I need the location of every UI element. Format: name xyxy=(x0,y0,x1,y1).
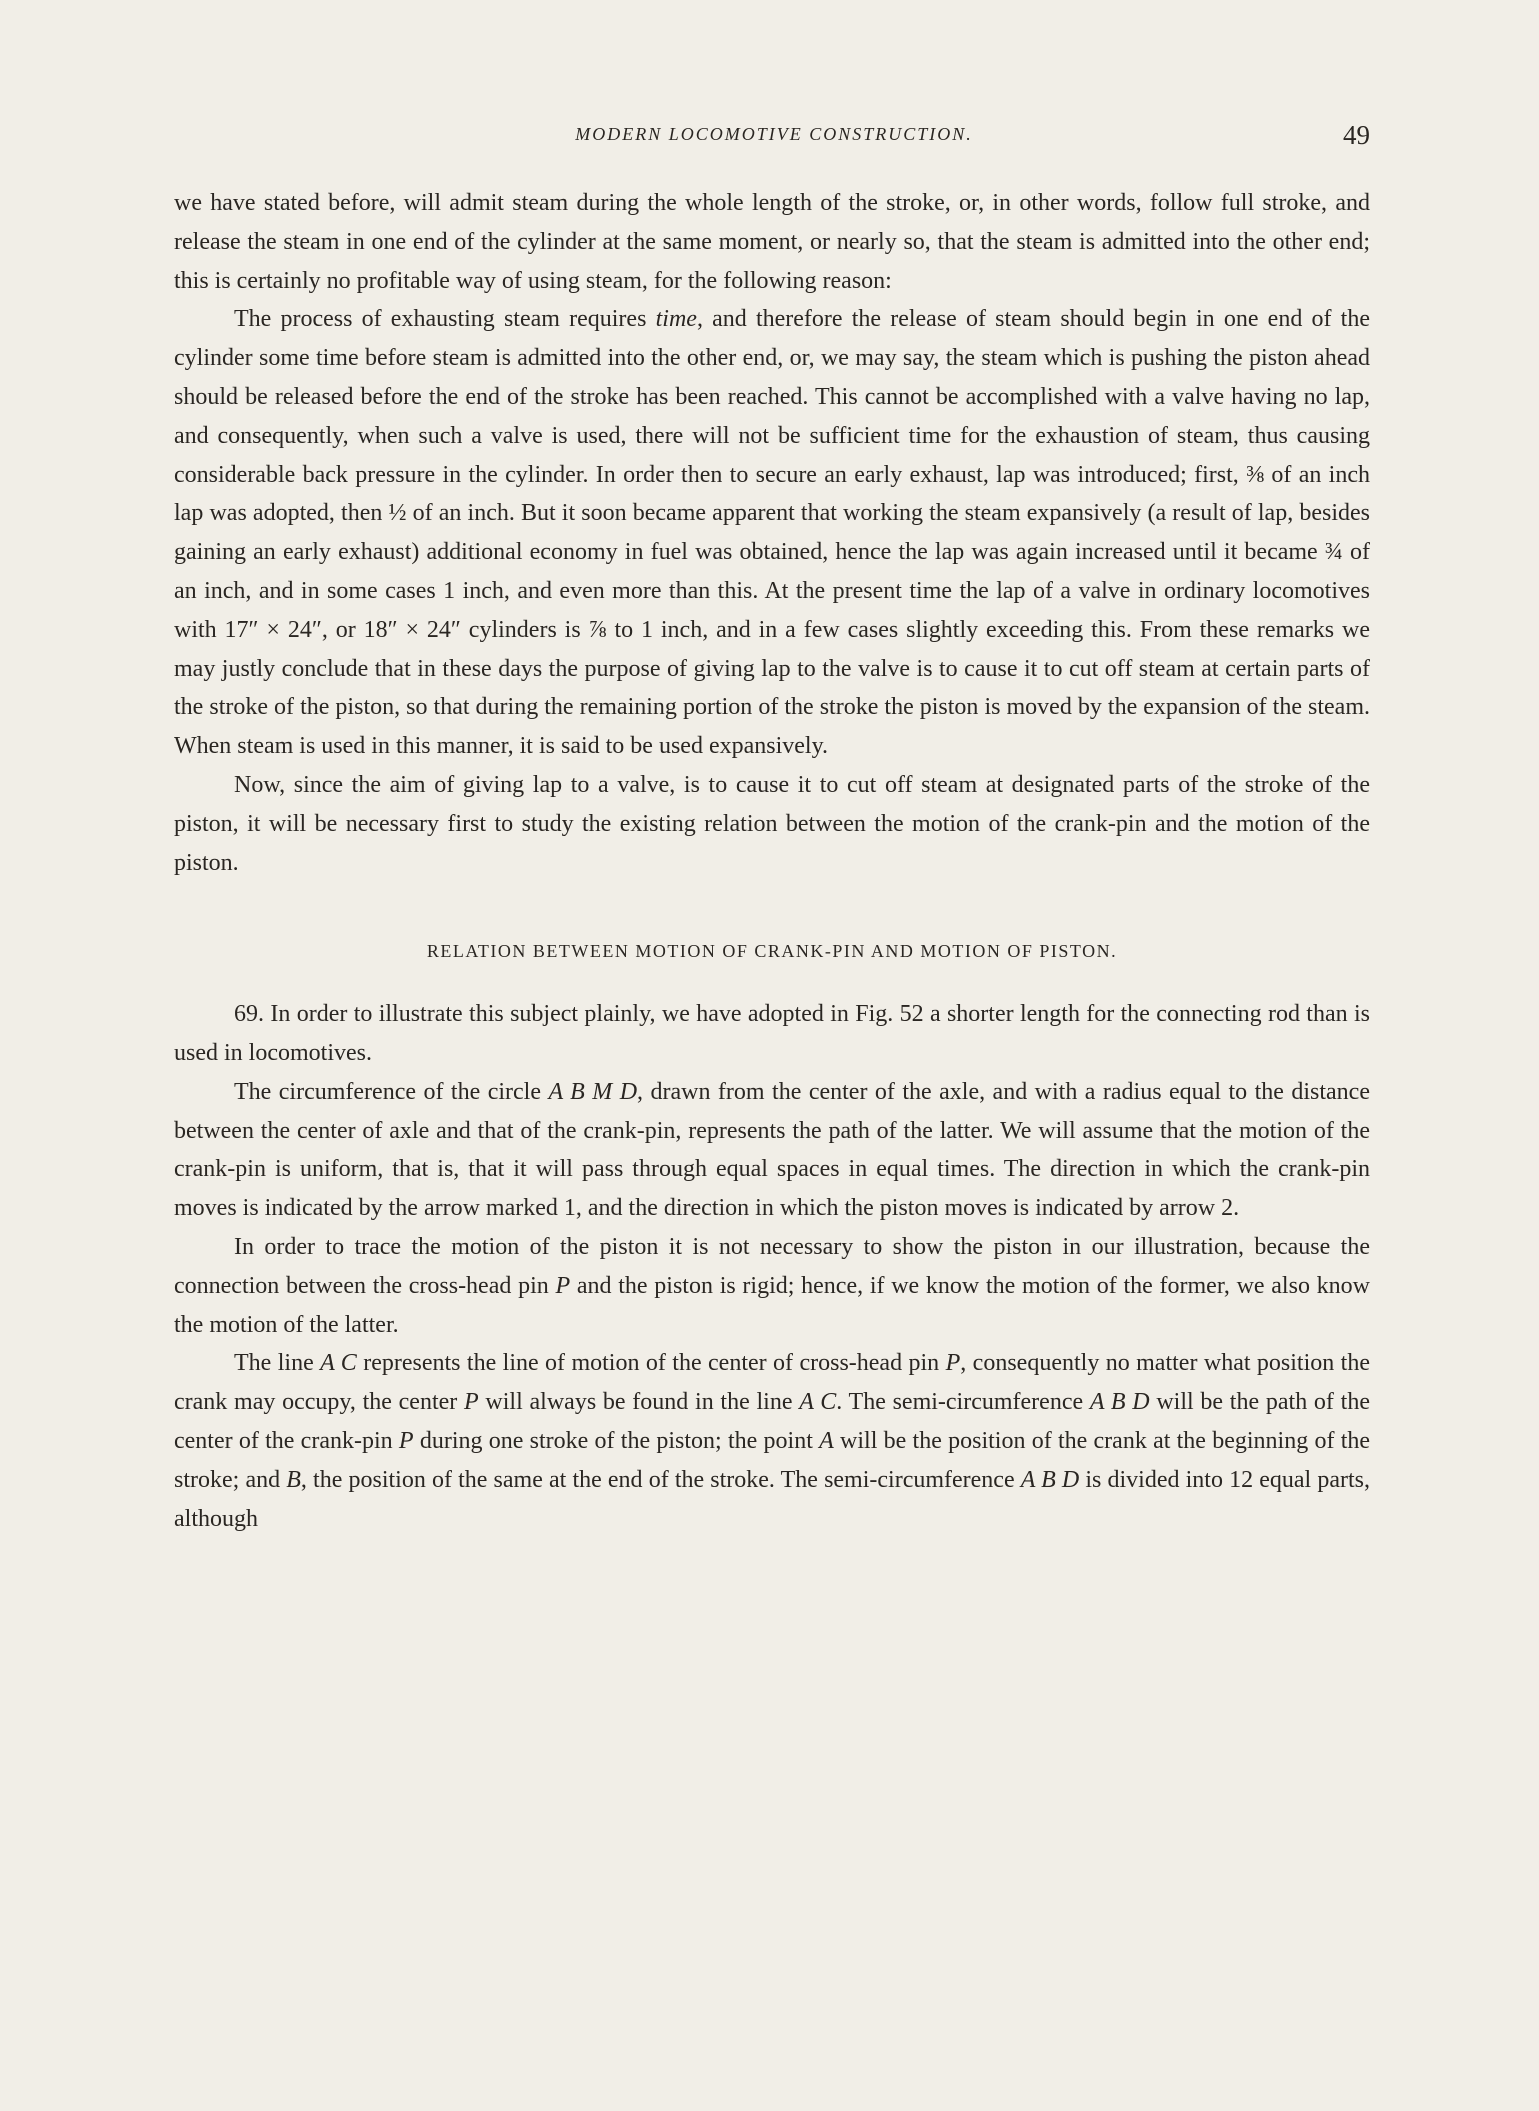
math-label: A B D xyxy=(1089,1389,1150,1416)
paragraph xyxy=(174,995,1370,1073)
section-heading: RELATION BETWEEN MOTION OF CRANK-PIN AND MOTION OF PISTON. xyxy=(426,941,1118,962)
text-run: will be the position of the crank at the beginning of the stroke; and xyxy=(174,1427,1371,1493)
text-run: will be the path of the center of the crank-pin xyxy=(174,1389,1370,1454)
text-run: is divided into 12 equal parts, although xyxy=(174,1466,1370,1532)
text-run: during one stroke of the piston; the point xyxy=(413,1427,820,1454)
paragraph xyxy=(174,1073,1370,1228)
math-label: A xyxy=(819,1427,834,1454)
math-label: A C xyxy=(320,1350,357,1377)
emphasis: time xyxy=(655,306,697,333)
math-label: P xyxy=(555,1272,571,1299)
text-run: , and therefore the release of steam should begin in one end of the cylinder some time before steam is admitted into the other end, or, we may say, the steam which is pushing the piston ahead should be released before the end of the stroke has been reached. This cannot be accomplished with a valve having no lap, and consequently, when such a valve is used, there will not be sufficient time for the exhaustion of steam, thus causing considerable back pressure in the cylinder. In order then to secure an early exhaust, lap was introduced; first, ⅜ of an inch lap was adopted, then ½ of an inch. But it soon became apparent that working the steam expansively (a result of lap, besides gaining an early exhaust) additional economy in fuel was obtained, hence the lap was again increased until it became ¾ of an inch, and in some cases 1 inch, and even more than this. At the present time the lap of a valve in ordinary locomotives with 17″ × 24″, or 18″ × 24″ cylinders is ⅞ to 1 inch, and in a few cases slightly exceeding this. From these remarks we may justly conclude that in these days the purpose of giving lap to the valve is to cause it to cut off steam at certain parts of the stroke of the piston, so that during the remaining portion of the stroke the piston is moved by the expansion of the steam. When steam is used in this manner, it is said to be used expansively. xyxy=(174,306,1370,760)
math-label: P xyxy=(398,1427,414,1454)
paragraph xyxy=(174,1344,1370,1538)
body-text xyxy=(174,184,1370,1538)
text-run: we have stated before, will admit steam during the whole length of the stroke, or, in other words, follow full stroke, and release the steam in one end of the cylinder at the same moment, or nearly so, that the steam is admitted into the other end; this is certainly no profitable way of using steam, for the following reason: xyxy=(174,190,1370,294)
paragraph xyxy=(174,300,1370,766)
text-run: , drawn from the center of the axle, and with a radius equal to the distance between the center of axle and that of the crank-pin, represents the path of the latter. We will assume that the motion of the crank-pin is uniform, that is, that it will pass through equal spaces in equal times. The direction in which the crank-pin moves is indicated by the arrow marked 1, and the direction in which the piston moves is indicated by arrow 2. xyxy=(174,1078,1370,1222)
text-run: , the position of the same at the end of the stroke. The semi-circumference xyxy=(300,1466,1021,1493)
math-label: A B D xyxy=(1020,1466,1080,1493)
text-run: The process of exhausting steam requires xyxy=(234,306,656,333)
text-run: Now, since the aim of giving lap to a valve, is to cause it to cut off steam at designated parts of the stroke of the piston, it will be necessary first to study the existing relation between the motion of the crank-pin and the motion of the piston. xyxy=(174,771,1370,876)
text-run: 69. In order to illustrate this subject plainly, we have adopted in Fig. 52 a shorter length for the connecting rod than is used in locomotives. xyxy=(174,1001,1370,1066)
paragraph xyxy=(174,1228,1370,1344)
page-number: 49 xyxy=(1343,120,1370,150)
text-run: The line xyxy=(234,1350,321,1377)
paragraph xyxy=(174,766,1370,882)
math-label: A C xyxy=(799,1389,837,1416)
text-run: , consequently no matter what position the crank may occupy, the center xyxy=(174,1350,1371,1416)
paragraph xyxy=(174,184,1370,300)
math-label: P xyxy=(464,1389,479,1416)
text-run: will always be found in the line xyxy=(478,1389,800,1416)
math-label: B xyxy=(286,1466,301,1493)
text-run: represents the line of motion of the center of cross-head pin xyxy=(356,1350,946,1377)
text-run: . The semi-circumference xyxy=(836,1389,1090,1416)
math-label: P xyxy=(945,1350,961,1377)
running-title: MODERN LOCOMOTIVE CONSTRUCTION. xyxy=(575,124,973,144)
text-run: In order to trace the motion of the piston it is not necessary to show the piston in our illustration, because the connection between the cross-head pin xyxy=(174,1233,1370,1299)
text-run: The circumference of the circle xyxy=(234,1078,549,1105)
math-label: A B M D xyxy=(548,1078,638,1105)
text-run: and the piston is rigid; hence, if we know the motion of the former, we also know the motion of the latter. xyxy=(174,1272,1370,1338)
